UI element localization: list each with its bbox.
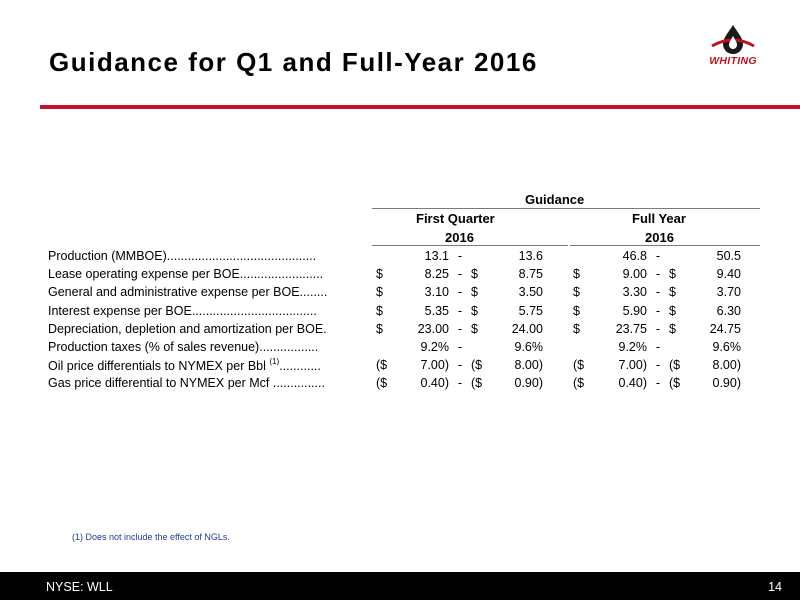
fy-low-value: 3.30 xyxy=(622,285,647,300)
full-year-underline xyxy=(570,245,760,246)
currency-symbol: ($ xyxy=(471,358,483,373)
first-quarter-underline xyxy=(372,245,568,246)
range-separator: - xyxy=(655,303,661,318)
fy-low-value: 7.00) xyxy=(618,358,647,373)
currency-symbol: $ xyxy=(471,303,478,318)
fy-low-value: 0.40) xyxy=(618,376,647,391)
q1-high-value: 24.00 xyxy=(511,321,543,336)
currency-symbol xyxy=(669,338,691,356)
q1-high-value: 8.75 xyxy=(518,267,543,282)
fy-high-value: 9.6% xyxy=(712,340,741,355)
fy-high-value: 50.5 xyxy=(716,249,741,264)
currency-symbol: $ xyxy=(669,321,676,336)
oil-drop-logo-icon xyxy=(706,24,760,56)
currency-symbol: $ xyxy=(669,303,676,318)
footer-bar xyxy=(0,572,800,600)
currency-symbol xyxy=(669,247,691,265)
range-separator: - xyxy=(457,340,463,355)
table-row xyxy=(48,320,741,338)
currency-symbol: $ xyxy=(471,321,478,336)
currency-symbol: $ xyxy=(471,267,478,282)
row-label: Depreciation, depletion and amortization per BOE. xyxy=(48,321,327,336)
q1-low-value: 7.00) xyxy=(420,358,449,373)
currency-symbol: $ xyxy=(573,267,580,282)
guidance-header: Guidance xyxy=(525,192,585,207)
table-row xyxy=(48,265,741,283)
q1-low-value: 9.2% xyxy=(420,340,449,355)
range-separator: - xyxy=(457,321,463,336)
currency-symbol: $ xyxy=(669,285,676,300)
row-label: General and administrative expense per BOE........ xyxy=(48,285,328,300)
whiting-logo xyxy=(706,24,760,68)
currency-symbol: $ xyxy=(376,285,383,300)
fy-high-value: 24.75 xyxy=(709,321,741,336)
fy-low-value: 46.8 xyxy=(622,249,647,264)
table-row xyxy=(48,302,741,320)
range-separator: - xyxy=(655,340,661,355)
guidance-underline xyxy=(372,208,760,209)
table-row xyxy=(48,247,741,265)
currency-symbol xyxy=(573,247,595,265)
range-separator: - xyxy=(655,321,661,336)
range-separator: - xyxy=(457,376,463,391)
first-quarter-year-header: 2016 xyxy=(445,230,474,245)
fy-high-value: 8.00) xyxy=(712,358,741,373)
range-separator: - xyxy=(457,303,463,318)
q1-high-value: 3.50 xyxy=(518,285,543,300)
q1-high-value: 13.6 xyxy=(518,249,543,264)
row-label-text: Oil price differentials to NYMEX per Bbl xyxy=(48,359,266,374)
full-year-year-header: 2016 xyxy=(645,230,674,245)
range-separator: - xyxy=(655,358,661,373)
currency-symbol: $ xyxy=(573,321,580,336)
range-separator: - xyxy=(655,285,661,300)
title-divider xyxy=(40,105,800,109)
row-label: Interest expense per BOE.................................... xyxy=(48,303,317,318)
fy-high-value: 3.70 xyxy=(716,285,741,300)
currency-symbol xyxy=(376,338,398,356)
row-label: Gas price differential to NYMEX per Mcf ............... xyxy=(48,376,325,391)
fy-high-value: 6.30 xyxy=(716,303,741,318)
q1-low-value: 13.1 xyxy=(424,249,449,264)
fy-high-value: 9.40 xyxy=(716,267,741,282)
guidance-table xyxy=(48,247,741,393)
currency-symbol: $ xyxy=(376,303,383,318)
currency-symbol: $ xyxy=(471,285,478,300)
currency-symbol: $ xyxy=(669,267,676,282)
q1-high-value: 8.00) xyxy=(514,358,543,373)
page-number: 14 xyxy=(768,580,782,594)
slide-title: Guidance for Q1 and Full-Year 2016 xyxy=(49,47,538,77)
table-row xyxy=(48,374,741,392)
fy-low-value: 9.2% xyxy=(618,340,647,355)
q1-high-value: 9.6% xyxy=(514,340,543,355)
range-separator: - xyxy=(655,376,661,391)
footnote: (1) Does not include the effect of NGLs. xyxy=(72,532,230,542)
currency-symbol xyxy=(376,247,398,265)
row-label-leader: ............ xyxy=(279,359,321,374)
currency-symbol: ($ xyxy=(376,358,388,373)
q1-high-value: 5.75 xyxy=(518,303,543,318)
footnote-marker: (1) xyxy=(269,357,280,367)
q1-low-value: 3.10 xyxy=(424,285,449,300)
stock-ticker: NYSE: WLL xyxy=(46,580,113,594)
currency-symbol: ($ xyxy=(573,358,585,373)
range-separator: - xyxy=(457,285,463,300)
range-separator: - xyxy=(655,267,661,282)
currency-symbol: $ xyxy=(376,321,383,336)
currency-symbol: ($ xyxy=(669,376,681,391)
logo-text: WHITING xyxy=(709,55,757,67)
table-row xyxy=(48,356,741,374)
row-label: Production (MMBOE)........................................... xyxy=(48,249,317,264)
first-quarter-header: First Quarter xyxy=(416,211,495,226)
q1-low-value: 5.35 xyxy=(424,303,449,318)
range-separator: - xyxy=(457,267,463,282)
q1-low-value: 23.00 xyxy=(417,321,449,336)
currency-symbol xyxy=(573,338,595,356)
currency-symbol: $ xyxy=(376,267,383,282)
q1-low-value: 8.25 xyxy=(424,267,449,282)
currency-symbol: $ xyxy=(573,303,580,318)
currency-symbol: $ xyxy=(573,285,580,300)
range-separator: - xyxy=(457,249,463,264)
currency-symbol: ($ xyxy=(471,376,483,391)
range-separator: - xyxy=(457,358,463,373)
row-label: Lease operating expense per BOE........................ xyxy=(48,267,324,282)
fy-low-value: 9.00 xyxy=(622,267,647,282)
q1-high-value: 0.90) xyxy=(514,376,543,391)
currency-symbol: ($ xyxy=(376,376,388,391)
currency-symbol: ($ xyxy=(669,358,681,373)
table-row xyxy=(48,283,741,301)
row-label xyxy=(48,356,376,374)
row-label: Production taxes (% of sales revenue)................. xyxy=(48,340,319,355)
currency-symbol: ($ xyxy=(573,376,585,391)
table-row xyxy=(48,338,741,356)
q1-low-value: 0.40) xyxy=(420,376,449,391)
range-separator: - xyxy=(655,249,661,264)
fy-high-value: 0.90) xyxy=(712,376,741,391)
full-year-header: Full Year xyxy=(632,211,686,226)
currency-symbol xyxy=(471,247,493,265)
fy-low-value: 5.90 xyxy=(622,303,647,318)
fy-low-value: 23.75 xyxy=(615,321,647,336)
currency-symbol xyxy=(471,338,493,356)
